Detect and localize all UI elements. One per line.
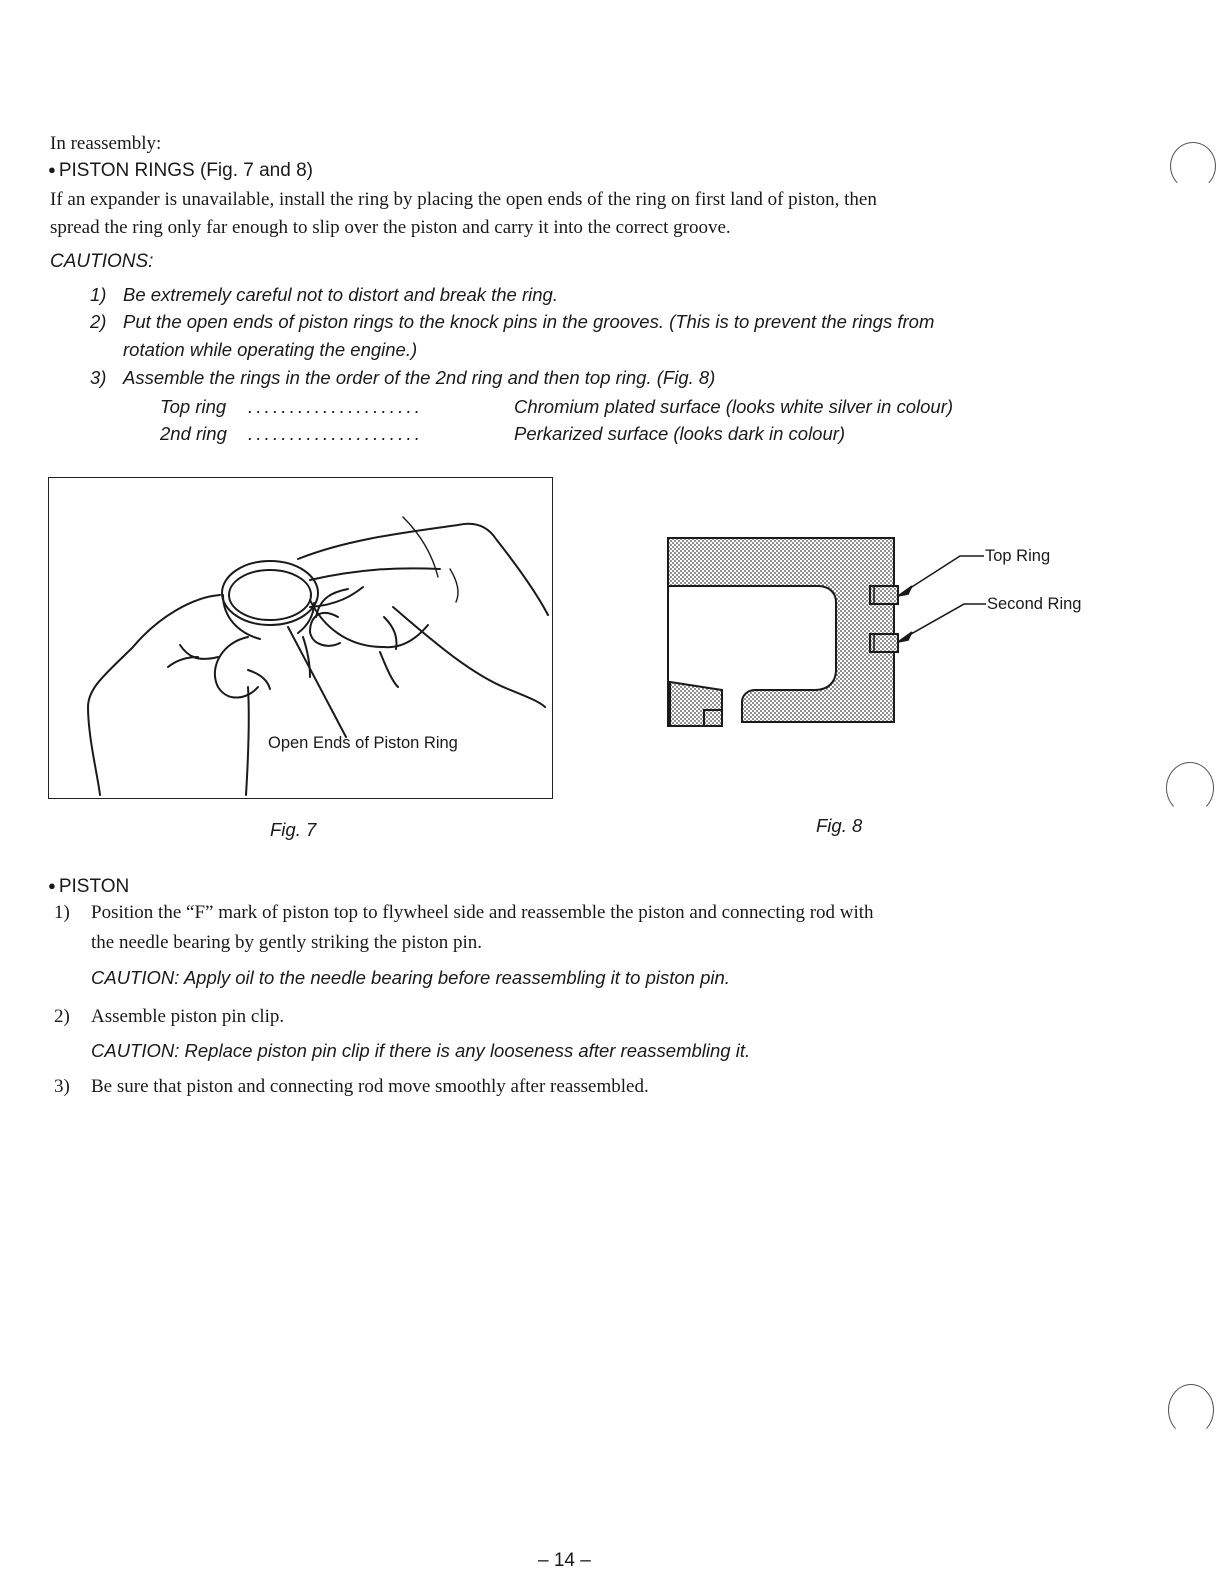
- binder-hole-top: [1170, 142, 1216, 190]
- piston-step-1-caution: CAUTION: Apply oil to the needle bearing before reassembling it to piston pin.: [91, 967, 730, 988]
- fig8-leader-lines: [890, 540, 990, 640]
- fig8-label-top-ring: Top Ring: [985, 547, 1051, 565]
- caution-1-text: Be extremely careful not to distort and break the ring.: [123, 284, 558, 305]
- fig7-label-open-ends: Open Ends of Piston Ring: [268, 734, 458, 752]
- caution-1-number: 1): [90, 284, 107, 305]
- ring-table-top-desc: Chromium plated surface (looks white silver in colour): [514, 396, 954, 417]
- fig8-caption: Fig. 8: [816, 815, 863, 836]
- piston-rings-paragraph-line1: If an expander is unavailable, install the ring by placing the open ends of the ring on first land of piston, then: [50, 189, 877, 210]
- piston-rings-paragraph-line2: spread the ring only far enough to slip over the piston and carry it into the correct groove.: [50, 217, 731, 238]
- intro-text: In reassembly:: [50, 133, 162, 154]
- caution-2-text-line2: rotation while operating the engine.): [123, 339, 418, 360]
- piston-step-1-number: 1): [54, 902, 70, 923]
- caution-3-number: 3): [90, 367, 107, 388]
- caution-2-text-line1: Put the open ends of piston rings to the knock pins in the grooves. (This is to prevent the rings from: [123, 311, 935, 332]
- piston-step-3-text: Be sure that piston and connecting rod move smoothly after reassembled.: [91, 1076, 649, 1097]
- ring-table-second-leader: .....................: [248, 423, 424, 444]
- piston-step-3-number: 3): [54, 1076, 70, 1097]
- binder-hole-middle: [1166, 762, 1214, 814]
- piston-heading: [48, 876, 129, 898]
- ring-table-second-desc: Perkarized surface (looks dark in colour): [514, 423, 846, 444]
- piston-step-2-caution: CAUTION: Replace piston pin clip if there is any looseness after reassembling it.: [91, 1040, 751, 1061]
- caution-2-number: 2): [90, 311, 107, 332]
- ring-table-top-name: Top ring: [160, 396, 227, 417]
- ring-table-second-name: 2nd ring: [160, 423, 227, 444]
- fig8-label-second-ring: Second Ring: [987, 595, 1082, 613]
- piston-rings-heading: [48, 160, 313, 182]
- binder-hole-bottom: [1168, 1384, 1214, 1436]
- caution-3-text: Assemble the rings in the order of the 2nd ring and then top ring. (Fig. 8): [123, 367, 716, 388]
- cautions-heading: CAUTIONS:: [50, 251, 154, 272]
- fig8-ring-groove-diagram: [660, 530, 920, 735]
- page-number: – 14 –: [538, 1550, 591, 1571]
- piston-rings-heading-text: PISTON RINGS (Fig. 7 and 8): [58, 160, 313, 181]
- piston-heading-text: PISTON: [58, 876, 130, 897]
- ring-table-top-leader: .....................: [248, 396, 424, 417]
- piston-step-1-text-line1: Position the “F” mark of piston top to flywheel side and reassemble the piston and connecting rod with: [91, 902, 874, 923]
- piston-step-1-text-line2: the needle bearing by gently striking the piston pin.: [91, 932, 483, 953]
- fig7-caption: Fig. 7: [270, 819, 317, 840]
- piston-step-2-number: 2): [54, 1006, 70, 1027]
- piston-step-2-text: Assemble piston pin clip.: [91, 1006, 285, 1027]
